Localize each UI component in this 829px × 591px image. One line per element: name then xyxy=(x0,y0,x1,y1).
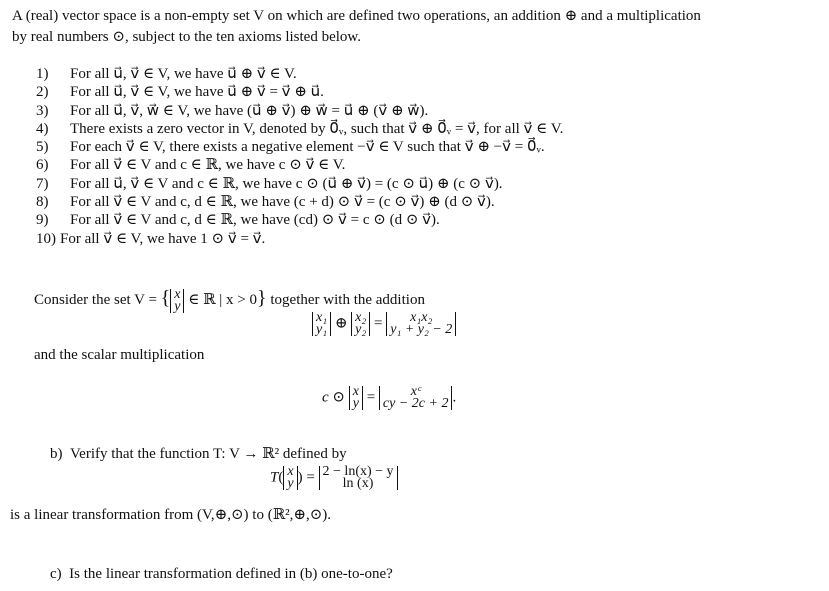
scalar-equals: = xyxy=(366,389,376,406)
axiom-3: 3) For all u⃗, v⃗, w⃗ ∈ V, we have (u⃗ ⊕ v⃗) ⊕ w⃗ = u⃗ ⊕ (v⃗ ⊕ w⃗). xyxy=(36,102,429,119)
addition-formula xyxy=(312,312,456,336)
scalar-result-vector: xᶜ cy − 2c + 2 xyxy=(379,386,453,410)
transformation-formula: T( x y ) = 2 − ln(x) − y ln (x) xyxy=(270,466,398,490)
axiom-2: 2) For all u⃗, v⃗ ∈ V, we have u⃗ ⊕ v⃗ = v⃗ ⊕ u⃗. xyxy=(36,84,324,101)
axiom-1: 1) For all u⃗, v⃗ ∈ V, we have u⃗ ⊕ v⃗ ∈ V. xyxy=(36,66,297,82)
set-suffix: together with the addition xyxy=(266,292,425,308)
part-b-conclusion: is a linear transformation from (V,⊕,⊙) to (ℝ²,⊕,⊙). xyxy=(10,507,332,523)
scalar-formula: c ⊙ x y = xᶜ cy − 2c + 2 . xyxy=(322,384,457,411)
addition-result-vector: x₁x₂ y₁ + y₂ − 2 xyxy=(386,312,456,336)
transformation-equals: = xyxy=(306,469,315,486)
part-c-label: c) xyxy=(50,566,62,582)
addition-equals: = xyxy=(374,315,383,332)
part-b-question xyxy=(50,446,347,463)
addition-operator: ⊕ xyxy=(334,315,348,332)
axiom-6: 6) For all v⃗ ∈ V and c ∈ ℝ, we have c ⊙ v⃗ ∈ V. xyxy=(36,157,346,174)
axiom-10: 10) For all v⃗ ∈ V, we have 1 ⊙ v⃗ = v⃗. xyxy=(36,230,266,247)
transformation-name: T xyxy=(270,469,279,486)
set-definition: Consider the set V = { x y ∈ ℝ | x > 0} together with the addition xyxy=(34,286,425,314)
part-c-text: Is the linear transformation defined in (b) one-to-one? xyxy=(69,566,393,582)
axiom-5: 5) For each v⃗ ∈ V, there exists a negative element −v⃗ ∈ V such that v⃗ ⊕ −v⃗ = 0⃗ᵥ. xyxy=(36,139,545,156)
set-prefix: Consider the set V = xyxy=(34,292,161,308)
scalar-lhs: c ⊙ xyxy=(322,389,345,406)
part-b-label: b) xyxy=(50,446,63,462)
axiom-7: 7) For all u⃗, v⃗ ∈ V and c ∈ ℝ, we have c ⊙ (u⃗ ⊕ v⃗) = (c ⊙ u⃗) ⊕ (c ⊙ v⃗). xyxy=(36,175,503,192)
scalar-vector: x y xyxy=(349,386,363,410)
part-b-text: Verify that the function T: V → ℝ² defined by xyxy=(70,446,347,462)
set-condition: ∈ ℝ | x > 0 xyxy=(184,292,258,308)
axiom-4: 4) There exists a zero vector in V, denoted by 0⃗ᵥ, such that v⃗ ⊕ 0⃗ᵥ = v⃗, for all v⃗ ∈ V. xyxy=(36,120,564,137)
axiom-list xyxy=(36,66,816,249)
set-vector: x y xyxy=(170,289,184,313)
transformation-input-vector: x y xyxy=(283,466,297,490)
addition-right-vector: x₂ y₂ xyxy=(351,312,370,336)
intro-line-1: A (real) vector space is a non-empty set V on which are defined two operations, an addition ⊕ and a multiplication xyxy=(12,8,701,24)
intro-line-2: by real numbers ⊙, subject to the ten axioms listed below. xyxy=(12,29,362,45)
addition-left-vector: x₁ y₁ xyxy=(312,312,331,336)
transformation-output-vector: 2 − ln(x) − y ln (x) xyxy=(319,466,398,490)
part-c-question xyxy=(50,566,393,583)
axiom-9: 9) For all v⃗ ∈ V and c, d ∈ ℝ, we have (cd) ⊙ v⃗ = c ⊙ (d ⊙ v⃗). xyxy=(36,212,440,229)
axiom-8: 8) For all v⃗ ∈ V and c, d ∈ ℝ, we have (c + d) ⊙ v⃗ = (c ⊙ v⃗) ⊕ (d ⊙ v⃗). xyxy=(36,194,495,211)
scalar-label: and the scalar multiplication xyxy=(34,347,205,363)
